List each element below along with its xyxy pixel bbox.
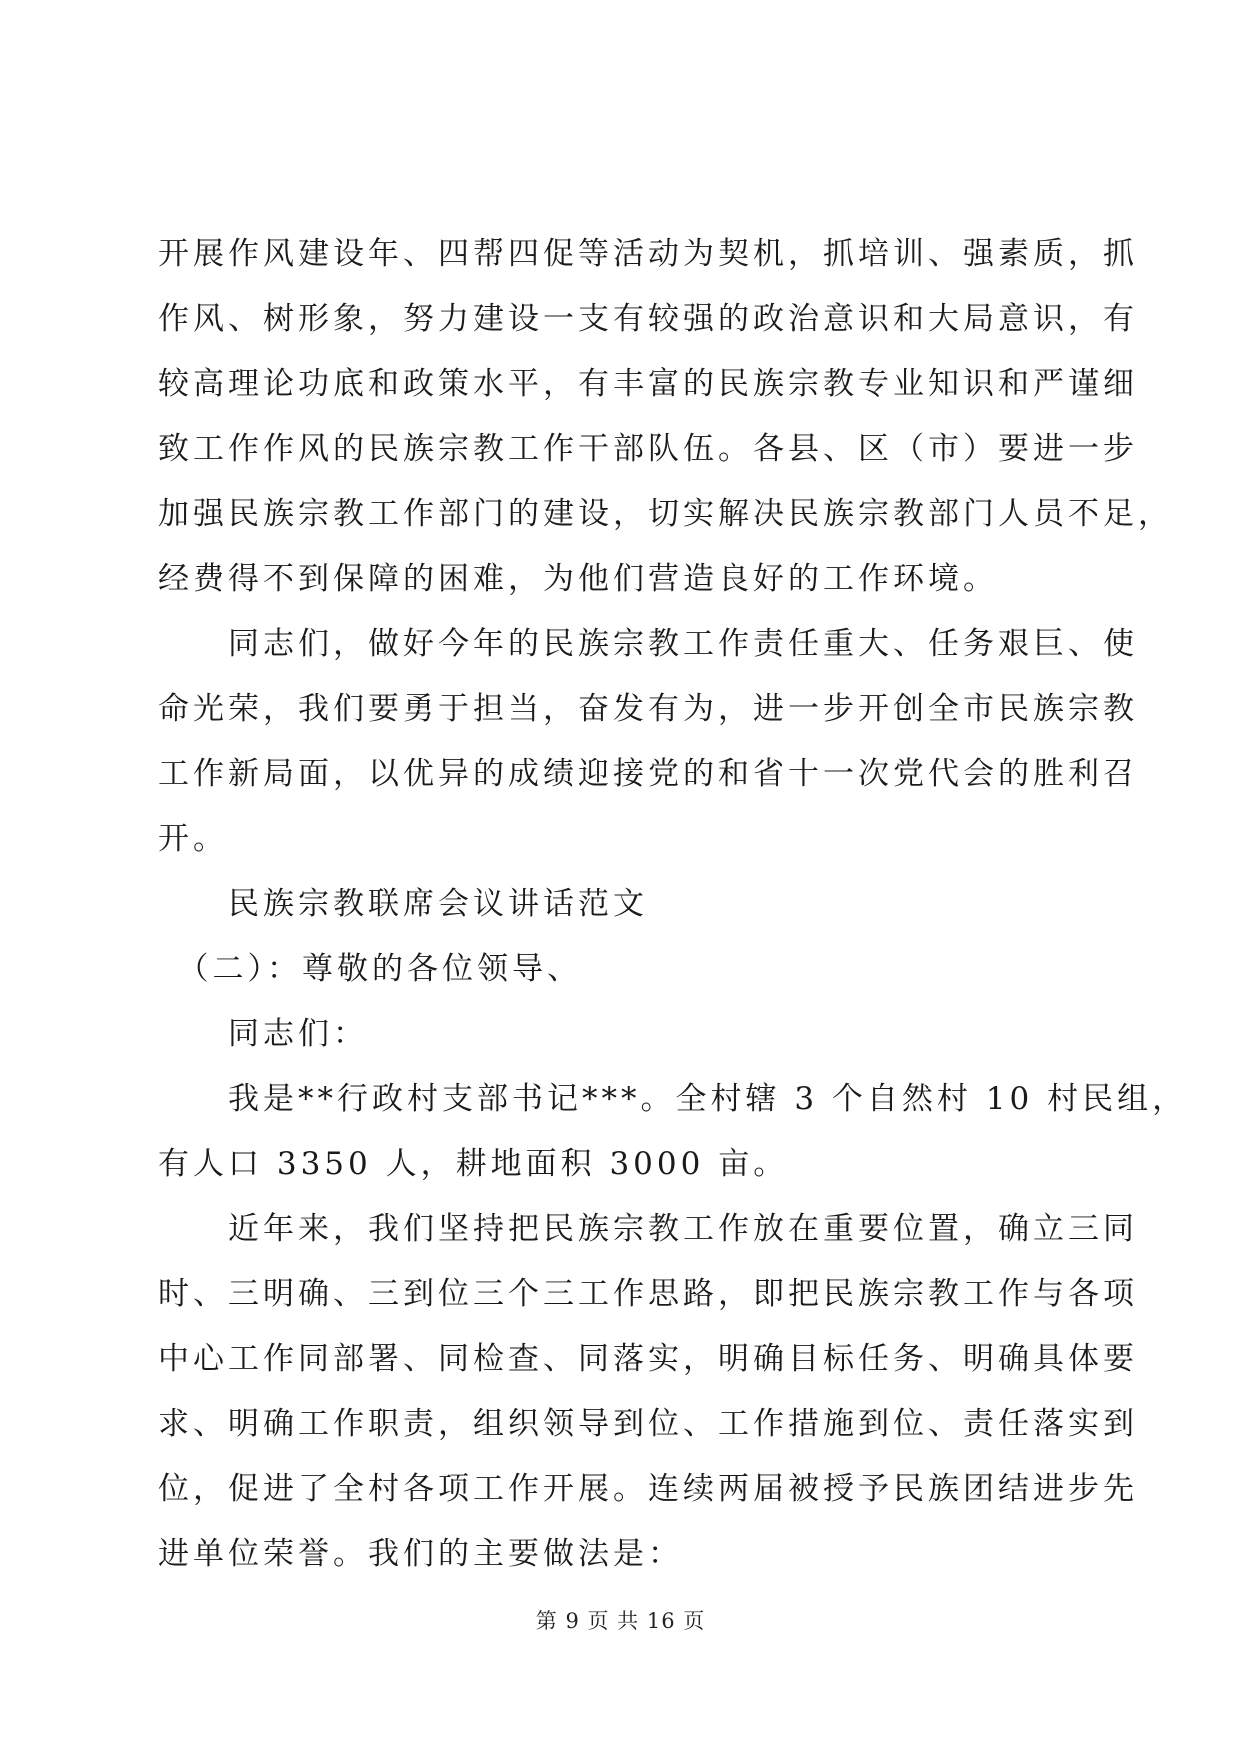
page-number: 第 9 页 共 16 页 <box>535 1609 706 1633</box>
text-line: 时、三明确、三到位三个三工作思路，即把民族宗教工作与各项 <box>158 1276 1138 1312</box>
text-line: 开。 <box>158 821 228 857</box>
page-footer <box>0 1607 1241 1635</box>
text-line: 中心工作同部署、同检查、同落实，明确目标任务、明确具体要 <box>158 1341 1138 1377</box>
text-line: 经费得不到保障的困难，为他们营造良好的工作环境。 <box>158 561 998 597</box>
section-title: 民族宗教联席会议讲话范文 <box>158 886 648 922</box>
text-line: 致工作作风的民族宗教工作干部队伍。各县、区（市）要进一步 <box>158 431 1138 467</box>
text-line: 工作新局面，以优异的成绩迎接党的和省十一次党代会的胜利召 <box>158 756 1138 792</box>
text-line: 我是**行政村支部书记***。全村辖 3 个自然村 10 村民组， <box>158 1081 1188 1117</box>
text-line: 作风、树形象，努力建设一支有较强的政治意识和大局意识，有 <box>158 301 1138 337</box>
text-line: 进单位荣誉。我们的主要做法是： <box>158 1536 683 1572</box>
document-body <box>158 222 1188 1587</box>
text-line: 位，促进了全村各项工作开展。连续两届被授予民族团结进步先 <box>158 1471 1138 1507</box>
text-line: 同志们，做好今年的民族宗教工作责任重大、任务艰巨、使 <box>158 626 1138 662</box>
text-line: 开展作风建设年、四帮四促等活动为契机，抓培训、强素质，抓 <box>158 236 1138 272</box>
text-line: 有人口 3350 人，耕地面积 3000 亩。 <box>158 1146 789 1182</box>
text-line: 加强民族宗教工作部门的建设，切实解决民族宗教部门人员不足， <box>158 496 1173 532</box>
text-line: 较高理论功底和政策水平，有丰富的民族宗教专业知识和严谨细 <box>158 366 1138 402</box>
text-line: （二）：尊敬的各位领导、 <box>158 951 582 987</box>
text-line: 求、明确工作职责，组织领导到位、工作措施到位、责任落实到 <box>158 1406 1138 1442</box>
text-line: 近年来，我们坚持把民族宗教工作放在重要位置，确立三同 <box>158 1211 1138 1247</box>
text-line: 同志们： <box>158 1016 368 1052</box>
text-line: 命光荣，我们要勇于担当，奋发有为，进一步开创全市民族宗教 <box>158 691 1138 727</box>
